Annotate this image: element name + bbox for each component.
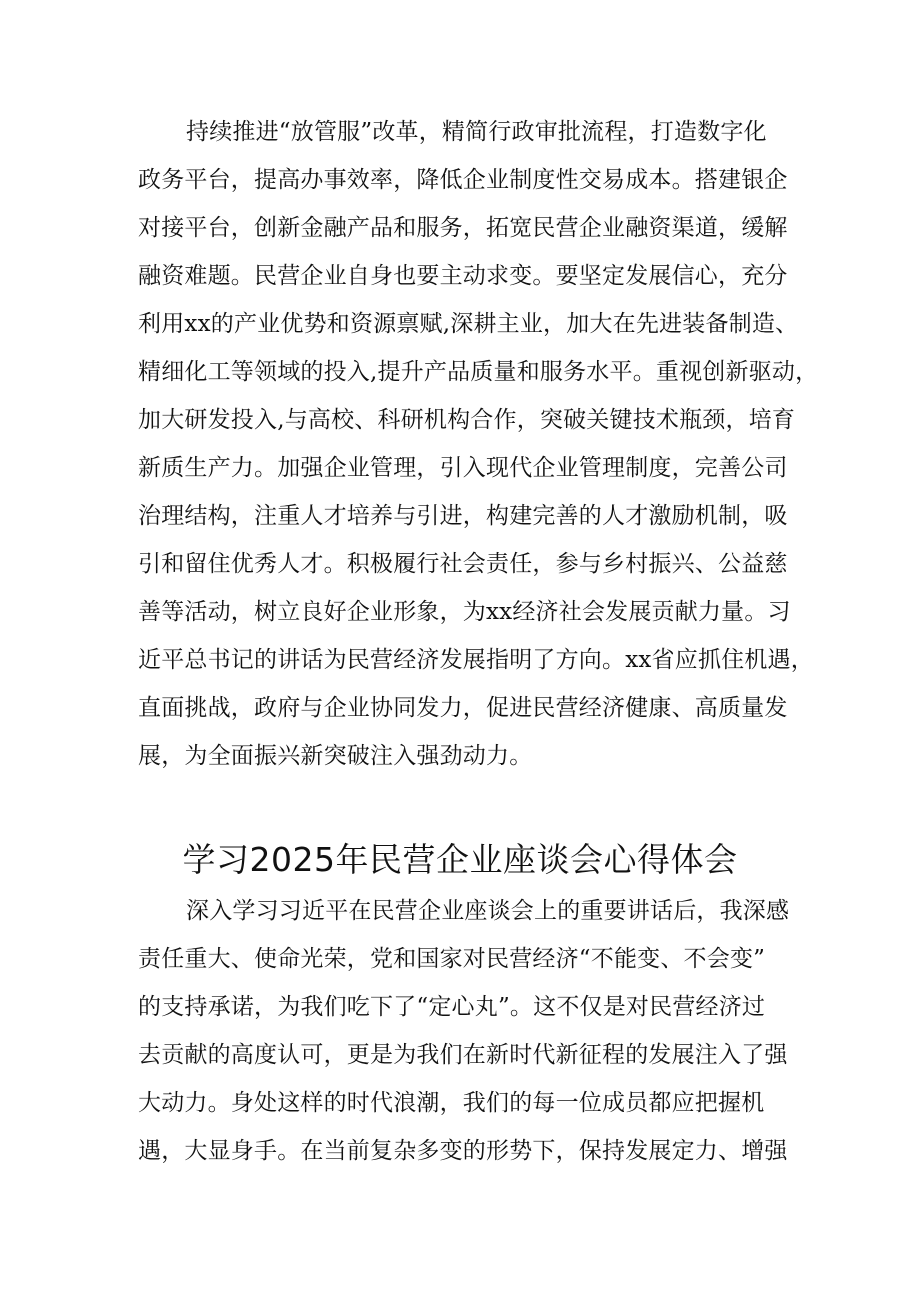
paragraph-line: 精细化工等领域的投入,提升产品质量和服务水平。重视创新驱动， — [138, 359, 819, 385]
paragraph-line: 遇，大显身手。在当前复杂多变的形势下，保持发展定力、增强 — [138, 1138, 788, 1164]
paragraph-line: 直面挑战，政府与企业协同发力，促进民营经济健康、高质量发 — [138, 695, 788, 721]
paragraph-line: 加大研发投入,与高校、科研机构合作，突破关键技术瓶颈，培育 — [138, 407, 796, 433]
paragraph-line: 展，为全面振兴新突破注入强劲动力。 — [138, 743, 533, 769]
paragraph-line: 利用xx的产业优势和资源禀赋,深耕主业，加大在先进装备制造、 — [138, 311, 799, 337]
paragraph-line: 政务平台，提高办事效率，降低企业制度性交易成本。搭建银企 — [138, 167, 788, 193]
paragraph-line: 去贡献的高度认可，更是为我们在新时代新征程的发展注入了强 — [138, 1042, 788, 1068]
paragraph-line: 引和留住优秀人才。积极履行社会责任，参与乡村振兴、公益慈 — [138, 551, 788, 577]
paragraph-line: 近平总书记的讲话为民营经济发展指明了方向。xx省应抓住机遇， — [138, 647, 814, 673]
paragraph-line: 责任重大、使命光荣，党和国家对民营经济“不能变、不会变” — [138, 946, 766, 972]
paragraph-line: 大动力。身处这样的时代浪潮，我们的每一位成员都应把握机 — [138, 1090, 765, 1116]
paragraph-line: 新质生产力。加强企业管理，引入现代企业管理制度，完善公司 — [138, 455, 788, 481]
paragraph-line: 善等活动，树立良好企业形象，为xx经济社会发展贡献力量。习 — [138, 599, 791, 625]
paragraph-line: 融资难题。民营企业自身也要主动求变。要坚定发展信心，充分 — [138, 263, 788, 289]
paragraph-line: 持续推进“放管服”改革，精简行政审批流程，打造数字化 — [186, 119, 767, 145]
paragraph-line: 深入学习习近平在民营企业座谈会上的重要讲话后，我深感 — [186, 898, 790, 924]
paragraph-line: 治理结构，注重人才培养与引进，构建完善的人才激励机制，吸 — [138, 503, 788, 529]
paragraph-line: 对接平台，创新金融产品和服务，拓宽民营企业融资渠道，缓解 — [138, 215, 788, 241]
paragraph-line: 的支持承诺，为我们吃下了“定心丸”。这不仅是对民营经济过 — [138, 994, 766, 1020]
document-title: 学习2025年民营企业座谈会心得体会 — [182, 840, 738, 879]
